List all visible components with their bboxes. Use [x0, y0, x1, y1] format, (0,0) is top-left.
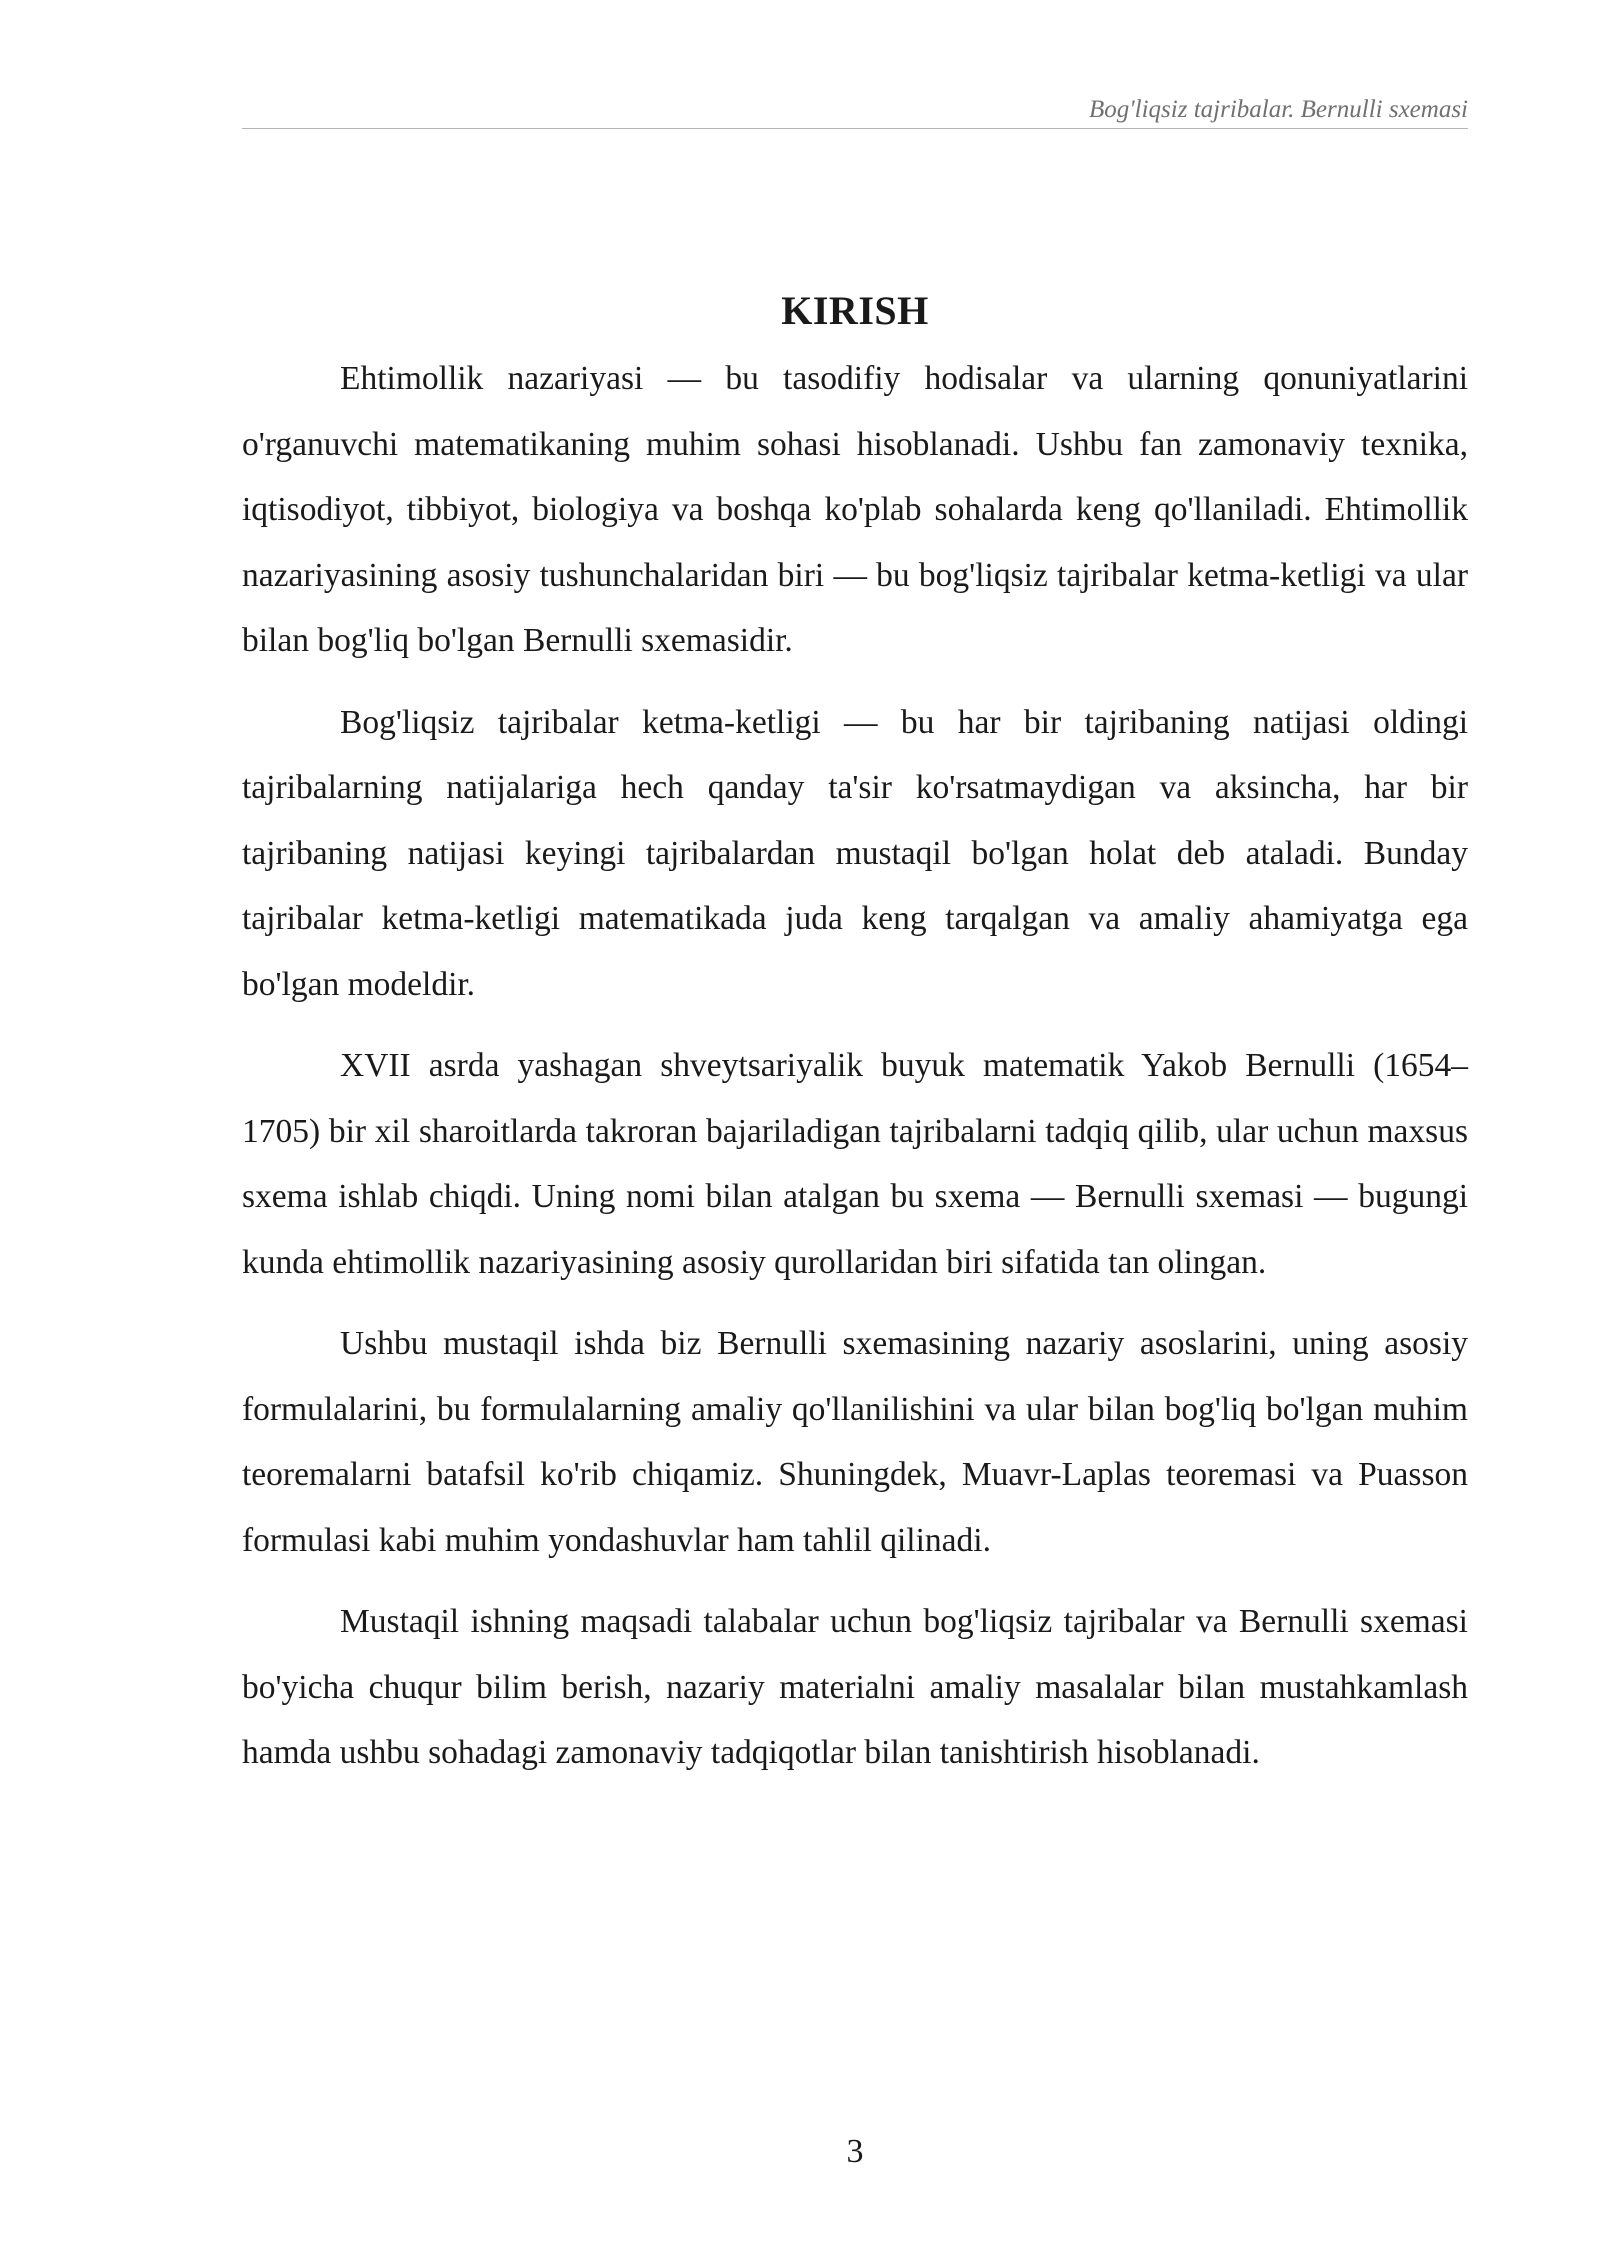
- paragraph-2: Bog'liqsiz tajribalar ketma-ketligi — bu har bir tajribaning natijasi oldingi tajribalarning natijalariga hech qanday ta'sir ko'rsatmaydigan va aksincha, har bir tajribaning natijasi keyingi tajribalardan mustaqil bo'lgan holat deb ataladi. Bunday tajribalar ketma-ketligi matematikada juda keng tarqalgan va amaliy ahamiyatga ega bo'lgan modeldir.: [242, 703, 1468, 1003]
- running-header-title: Bog'liqsiz tajribalar. Bernulli sxemasi: [1089, 96, 1468, 123]
- section-title: KIRISH: [781, 288, 929, 333]
- paragraph-3: XVII asrda yashagan shveytsariyalik buyuk matematik Yakob Bernulli (1654–1705) bir xil sharoitlarda takroran bajariladigan tajribalarni tadqiq qilib, ular uchun maxsus sxema ishlab chiqdi. Uning nomi bilan atalgan bu sxema — Bernulli sxemasi — bugungi kunda ehtimollik nazariyasining asosiy qurollaridan biri sifatida tan olingan.: [242, 1047, 1468, 1281]
- paragraph-5: Mustaqil ishning maqsadi talabalar uchun bog'liqsiz tajribalar va Bernulli sxemasi bo'yicha chuqur bilim berish, nazariy materialni amaliy masalalar bilan mustahkamlash hamda ushbu sohadagi zamonaviy tadqiqotlar bilan tanishtirish hisoblanadi.: [242, 1603, 1468, 1771]
- header-divider: [242, 128, 1468, 129]
- page-number: 3: [846, 2133, 864, 2170]
- page-body: [242, 282, 1468, 1802]
- paragraph-4: Ushbu mustaqil ishda biz Bernulli sxemasining nazariy asoslarini, uning asosiy formulalarini, bu formulalarning amaliy qo'llanilishini va ular bilan bog'liq bo'lgan muhim teoremalarni batafsil ko'rib chiqamiz. Shuningdek, Muavr-Laplas teoremasi va Puasson formulasi kabi muhim yondashuvlar ham tahlil qilinadi.: [242, 1325, 1468, 1559]
- paragraph-1: Ehtimollik nazariyasi — bu tasodifiy hodisalar va ularning qonuniyatlarini o'rganuvchi matematikaning muhim sohasi hisoblanadi. Ushbu fan zamonaviy texnika, iqtisodiyot, tibbiyot, biologiya va boshqa ko'plab sohalarda keng qo'llaniladi. Ehtimollik nazariyasining asosiy tushunchalaridan biri — bu bog'liqsiz tajribalar ketma-ketligi va ular bilan bog'liq bo'lgan Bernulli sxemasidir.: [242, 360, 1468, 659]
